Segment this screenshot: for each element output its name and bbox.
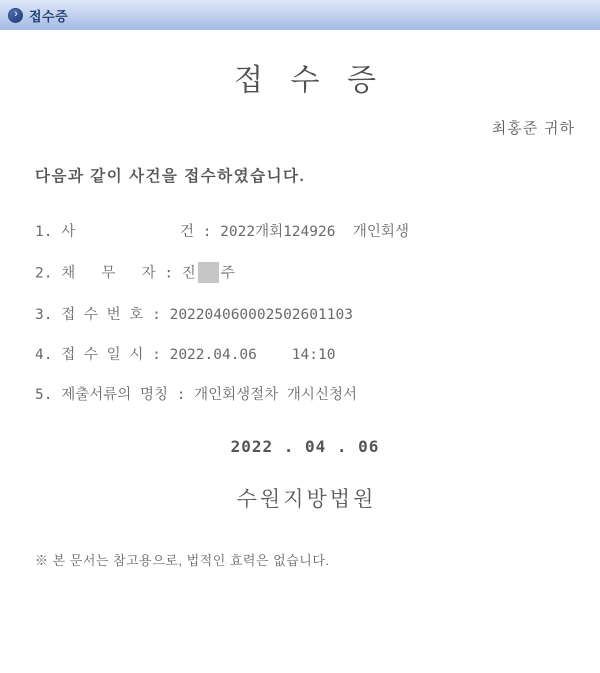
debtor-line-suffix: 주 <box>220 265 235 282</box>
court-name: 수원지방법원 <box>236 487 377 511</box>
receipt-document <box>0 61 600 569</box>
receipt-datetime-line: 4. 접 수 일 시 : 2022.04.06 14:10 <box>35 347 336 363</box>
receipt-number-line: 3. 접 수 번 호 : 202204060002502601103 <box>35 307 353 323</box>
submitted-document-line: 5. 제출서류의 명칭 : 개인회생절차 개시신청서 <box>35 387 357 403</box>
debtor-line <box>35 263 575 284</box>
section-title: 접수증 <box>29 8 69 24</box>
case-number-line: 1. 사 건 : 2022개회124926 개인회생 <box>35 224 409 240</box>
section-header-bar <box>0 0 600 30</box>
chevron-circle-icon <box>8 8 23 23</box>
chevron-glyph: › <box>14 8 18 20</box>
disclaimer-note: ※ 본 문서는 참고용으로, 법적인 효력은 없습니다. <box>35 553 330 568</box>
document-title: 접 수 증 <box>233 63 385 98</box>
redaction-box <box>198 262 219 283</box>
recipient-line: 최홍준 귀하 <box>491 119 575 137</box>
case-detail-list <box>35 223 575 404</box>
issue-date: 2022 . 04 . 06 <box>230 437 380 456</box>
debtor-line-prefix: 2. 채 무 자 : 진 <box>35 265 196 282</box>
intro-line: 다음과 같이 사건을 접수하였습니다. <box>35 168 306 185</box>
